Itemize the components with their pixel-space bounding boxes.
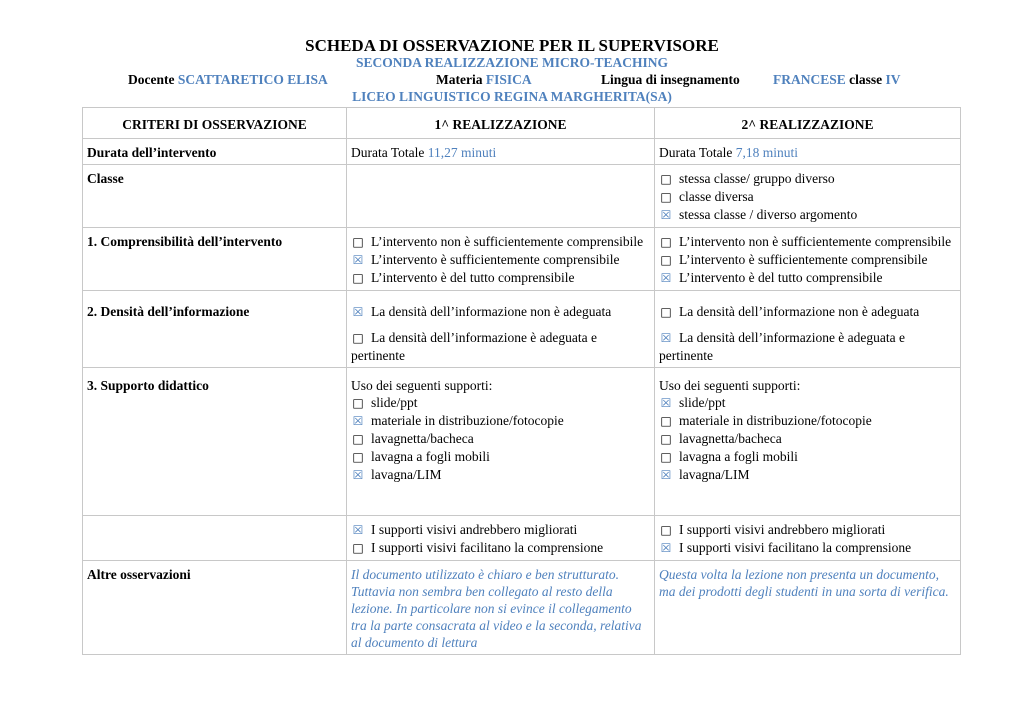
row-supporti-visivi	[83, 516, 961, 561]
supporto-r2	[655, 368, 961, 516]
info-line	[0, 72, 1024, 88]
docente-field	[128, 72, 328, 88]
observation-table	[82, 107, 961, 655]
unchecked-box-icon: □	[660, 450, 672, 464]
classe-r1	[347, 165, 655, 228]
label-classe: Classe	[83, 165, 347, 228]
supporto-r1	[347, 368, 655, 516]
classe-label: classe	[849, 72, 883, 87]
checkbox-option	[351, 466, 650, 484]
checked-box-icon: ☒	[352, 414, 364, 428]
checked-box-icon: ☒	[660, 208, 672, 222]
table-header-row	[83, 108, 961, 139]
checkbox-option	[659, 188, 956, 206]
densita-r2	[655, 291, 961, 368]
checked-box-icon: ☒	[352, 523, 364, 537]
checked-box-icon: ☒	[660, 541, 672, 555]
checkbox-option-text: La densità dell’informazione non è adeguata	[679, 304, 920, 319]
lingua-classe-field	[773, 72, 901, 88]
checkbox-option-text: lavagna/LIM	[679, 467, 750, 482]
header-realizzazione-1: 1^ REALIZZAZIONE	[347, 108, 655, 139]
checkbox-option-text: La densità dell’informazione è adeguata e pertinente	[351, 330, 598, 363]
visivi-r2	[655, 516, 961, 561]
altre-r2: Questa volta la lezione non presenta un documento, ma dei prodotti degli studenti in una sorta di verifica.	[655, 561, 961, 655]
checkbox-option-text: I supporti visivi andrebbero migliorati	[371, 522, 578, 537]
checkbox-option-text: slide/ppt	[371, 395, 418, 410]
checked-box-icon: ☒	[660, 396, 672, 410]
checkbox-option-text: stessa classe/ gruppo diverso	[679, 171, 835, 186]
checkbox-option	[351, 412, 650, 430]
checkbox-option	[659, 430, 956, 448]
durata-r1	[347, 139, 655, 165]
checkbox-option	[659, 269, 956, 287]
checkbox-option-text: materiale in distribuzione/fotocopie	[371, 413, 564, 428]
durata-prefix: Durata Totale	[351, 145, 425, 160]
unchecked-box-icon: □	[660, 190, 672, 204]
supporto-intro: Uso dei seguenti supporti:	[659, 378, 801, 393]
checkbox-option	[659, 303, 956, 321]
checked-box-icon: ☒	[660, 271, 672, 285]
unchecked-box-icon: □	[352, 271, 364, 285]
checkbox-option-text: lavagna a fogli mobili	[679, 449, 798, 464]
checked-box-icon: ☒	[660, 331, 672, 345]
unchecked-box-icon: □	[660, 432, 672, 446]
supporti-visivi-label	[83, 516, 347, 561]
materia-label: Materia	[436, 72, 483, 87]
supporto-intro: Uso dei seguenti supporti:	[351, 378, 493, 393]
checkbox-option-text: stessa classe / diverso argomento	[679, 207, 858, 222]
label-altre: Altre osservazioni	[83, 561, 347, 655]
checked-box-icon: ☒	[352, 253, 364, 267]
checkbox-option	[659, 539, 956, 557]
checkbox-option-text: L’intervento non è sufficientemente comprensibile	[371, 234, 644, 249]
checkbox-option-text: L’intervento è sufficientemente comprensibile	[371, 252, 620, 267]
durata-prefix: Durata Totale	[659, 145, 733, 160]
checkbox-option	[659, 170, 956, 188]
checkbox-option-text: I supporti visivi andrebbero migliorati	[679, 522, 886, 537]
unchecked-box-icon: □	[352, 235, 364, 249]
unchecked-box-icon: □	[660, 253, 672, 267]
checkbox-option	[659, 251, 956, 269]
checkbox-option	[659, 329, 956, 364]
unchecked-box-icon: □	[660, 523, 672, 537]
checkbox-option	[351, 329, 650, 364]
unchecked-box-icon: □	[352, 432, 364, 446]
checkbox-option-text: I supporti visivi facilitano la comprensione	[371, 540, 604, 555]
row-altre	[83, 561, 961, 655]
unchecked-box-icon: □	[352, 541, 364, 555]
visivi-r1	[347, 516, 655, 561]
durata-r2	[655, 139, 961, 165]
checkbox-option	[351, 394, 650, 412]
unchecked-box-icon: □	[660, 305, 672, 319]
docente-value: SCATTARETICO ELISA	[177, 72, 328, 87]
label-densita: 2. Densità dell’informazione	[83, 291, 347, 368]
header-realizzazione-2: 2^ REALIZZAZIONE	[655, 108, 961, 139]
checkbox-option	[351, 269, 650, 287]
row-comprensibilita	[83, 228, 961, 291]
lingua-value: FRANCESE	[773, 72, 846, 87]
checkbox-option-text: classe diversa	[679, 189, 754, 204]
label-comprensibilita: 1. Comprensibilità dell’intervento	[83, 228, 347, 291]
unchecked-box-icon: □	[660, 235, 672, 249]
document-title: SCHEDA DI OSSERVAZIONE PER IL SUPERVISORE	[305, 36, 719, 55]
materia-field	[436, 72, 532, 88]
checked-box-icon: ☒	[352, 305, 364, 319]
classe-r2	[655, 165, 961, 228]
checkbox-option-text: La densità dell’informazione è adeguata e pertinente	[659, 330, 906, 363]
checkbox-option-text: lavagna/LIM	[371, 467, 442, 482]
materia-value: FISICA	[485, 72, 532, 87]
supporto-r2-options	[659, 394, 956, 484]
checkbox-option	[659, 206, 956, 224]
comprensibilita-r1	[347, 228, 655, 291]
checkbox-option	[659, 521, 956, 539]
checkbox-option	[659, 394, 956, 412]
checkbox-option	[659, 412, 956, 430]
checkbox-option-text: materiale in distribuzione/fotocopie	[679, 413, 872, 428]
checkbox-option-text: lavagnetta/bacheca	[371, 431, 474, 446]
header-criteri: CRITERI DI OSSERVAZIONE	[83, 108, 347, 139]
checkbox-option-text: L’intervento è sufficientemente comprensibile	[679, 252, 928, 267]
durata-r2-value: 7,18 minuti	[735, 145, 799, 160]
checkbox-option	[351, 448, 650, 466]
school-name: LICEO LINGUISTICO REGINA MARGHERITA(SA)	[352, 89, 672, 104]
unchecked-box-icon: □	[352, 396, 364, 410]
row-classe	[83, 165, 961, 228]
checkbox-option	[351, 303, 650, 321]
document-subtitle: SECONDA REALIZZAZIONE MICRO-TEACHING	[355, 55, 669, 70]
checkbox-option	[659, 448, 956, 466]
checkbox-option	[351, 251, 650, 269]
checkbox-option-text: La densità dell’informazione non è adeguata	[371, 304, 612, 319]
durata-r1-value: 11,27 minuti	[427, 145, 497, 160]
checkbox-option-text: lavagnetta/bacheca	[679, 431, 782, 446]
checkbox-option	[351, 521, 650, 539]
docente-label: Docente	[128, 72, 175, 87]
checkbox-option-text: I supporti visivi facilitano la comprensione	[679, 540, 912, 555]
checkbox-option-text: lavagna a fogli mobili	[371, 449, 490, 464]
densita-r1	[347, 291, 655, 368]
unchecked-box-icon: □	[660, 414, 672, 428]
checkbox-option	[351, 539, 650, 557]
checkbox-option-text: L’intervento non è sufficientemente comprensibile	[679, 234, 952, 249]
comprensibilita-r2	[655, 228, 961, 291]
lingua-label: Lingua di insegnamento	[601, 72, 740, 87]
row-supporto	[83, 368, 961, 516]
checkbox-option	[659, 233, 956, 251]
label-supporto: 3. Supporto didattico	[83, 368, 347, 516]
checkbox-option	[351, 430, 650, 448]
supporto-r1-options	[351, 394, 650, 484]
unchecked-box-icon: □	[660, 172, 672, 186]
classe-value: IV	[885, 72, 901, 87]
label-durata: Durata dell’intervento	[83, 139, 347, 165]
checkbox-option-text: slide/ppt	[679, 395, 726, 410]
row-durata	[83, 139, 961, 165]
checkbox-option	[351, 233, 650, 251]
altre-r1: Il documento utilizzato è chiaro e ben strutturato. Tuttavia non sembra ben collegato al resto della lezione. In particolare non si evince il collegamento tra la parte consacrata al video e la seconda, relativa al documento di lettura	[347, 561, 655, 655]
checked-box-icon: ☒	[660, 468, 672, 482]
checked-box-icon: ☒	[352, 468, 364, 482]
checkbox-option	[659, 466, 956, 484]
checkbox-option-text: L’intervento è del tutto comprensibile	[679, 270, 883, 285]
unchecked-box-icon: □	[352, 450, 364, 464]
unchecked-box-icon: □	[352, 331, 364, 345]
row-densita	[83, 291, 961, 368]
checkbox-option-text: L’intervento è del tutto comprensibile	[371, 270, 575, 285]
